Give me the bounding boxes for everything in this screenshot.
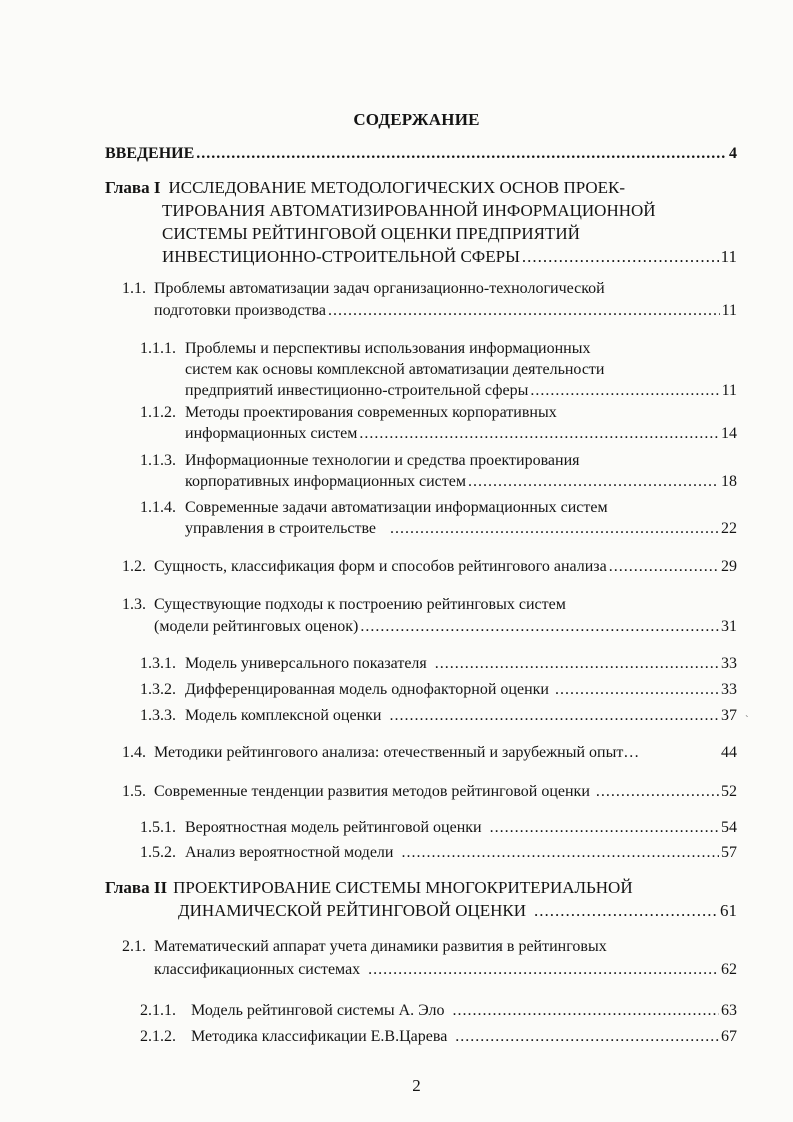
toc-section-1-5[interactable]: 1.5. Современные тенденции развития методов рейтинговой оценки ..... 52 — [122, 782, 737, 802]
toc-page-number: 31 — [721, 618, 737, 635]
toc-page-number: 4 — [729, 145, 737, 162]
toc-page-number: 18 — [721, 473, 737, 490]
toc-page-number: 37 — [721, 707, 737, 724]
toc-section-1-1-1[interactable]: 1.1.1. Проблемы и перспективы использования информационных — [140, 340, 591, 357]
toc-page-number: 63 — [721, 1002, 737, 1019]
scan-mark: ˋ — [745, 714, 749, 726]
toc-section-1-3[interactable]: 1.3. Существующие подходы к построению рейтинговых систем — [122, 596, 566, 613]
toc-page-number: 44 — [721, 744, 737, 761]
page-number: 2 — [412, 1076, 421, 1095]
toc-section-1-1-2[interactable]: 1.1.2. Методы проектирования современных корпоративных — [140, 404, 557, 421]
toc-page-number: 67 — [721, 1028, 737, 1045]
toc-page-number: 33 — [721, 681, 737, 698]
toc-page-number: 11 — [721, 382, 737, 399]
toc-page-number: 14 — [721, 425, 737, 442]
toc-section-2-1-2[interactable]: 2.1.2. Методика классификации Е.В.Царева ..... 67 — [140, 1027, 737, 1047]
toc-section-1-5-1[interactable]: 1.5.1. Вероятностная модель рейтинговой оценки ..... 54 — [140, 818, 737, 838]
toc-page-number: 33 — [721, 655, 737, 672]
toc-page-number: 11 — [720, 247, 737, 266]
page-title: СОДЕРЖАНИЕ — [353, 110, 480, 129]
toc-page-number: 54 — [721, 819, 737, 836]
toc-page-number: 11 — [721, 302, 737, 319]
toc-page-number: 52 — [721, 783, 737, 800]
toc-section-1-4[interactable]: 1.4. Методики рейтингового анализа: отечественный и зарубежный опыт… 44 — [122, 744, 737, 761]
toc-section-1-1-3[interactable]: 1.1.3. Информационные технологии и средства проектирования — [140, 452, 580, 469]
toc-section-2-1[interactable]: 2.1. Математический аппарат учета динамики развития в рейтинговых — [122, 938, 607, 955]
toc-page-number: 61 — [720, 901, 737, 920]
toc-section-1-1[interactable]: 1.1. Проблемы автоматизации задач организационно-технологической — [122, 280, 605, 297]
toc-section-1-3-3[interactable]: 1.3.3. Модель комплексной оценки ..... 37 — [140, 706, 737, 726]
toc-page-number: 29 — [721, 558, 737, 575]
toc-section-1-3-2[interactable]: 1.3.2. Дифференцированная модель однофакторной оценки ..... 33 — [140, 680, 737, 700]
toc-section-1-1-4[interactable]: 1.1.4. Современные задачи автоматизации информационных систем — [140, 499, 608, 516]
toc-chapter-1[interactable]: Глава I ИССЛЕДОВАНИЕ МЕТОДОЛОГИЧЕСКИХ ОСНОВ ПРОЕК- — [105, 178, 626, 197]
toc-page-number: 62 — [721, 961, 737, 978]
toc-section-1-3-1[interactable]: 1.3.1. Модель универсального показателя ..... 33 — [140, 654, 737, 674]
toc-page-number: 57 — [721, 844, 737, 861]
toc-section-2-1-1[interactable]: 2.1.1. Модель рейтинговой системы А. Эло ..... 63 — [140, 1001, 737, 1021]
toc-page-number: 22 — [721, 520, 737, 537]
toc-section-1-2[interactable]: 1.2. Сущность, классификация форм и способов рейтингового анализа ..... 29 — [122, 557, 737, 577]
toc-entry-intro[interactable]: ВВЕДЕНИЕ ..... 4 — [105, 144, 737, 164]
toc-section-1-5-2[interactable]: 1.5.2. Анализ вероятностной модели ..... 57 — [140, 843, 737, 863]
toc-chapter-2[interactable]: Глава II ПРОЕКТИРОВАНИЕ СИСТЕМЫ МНОГОКРИТЕРИАЛЬНОЙ — [105, 878, 633, 897]
